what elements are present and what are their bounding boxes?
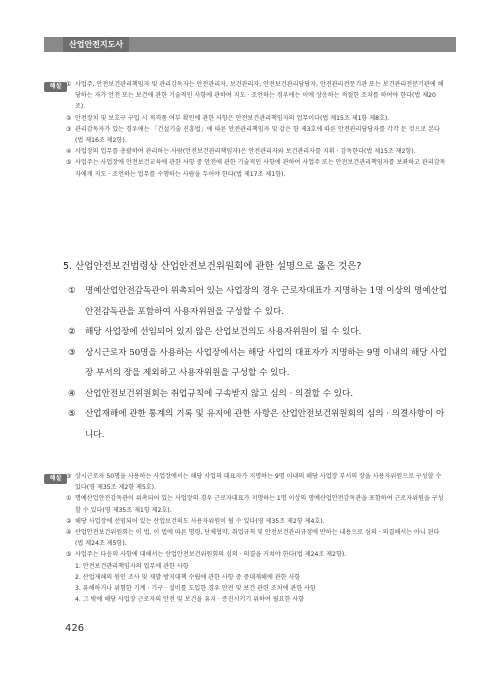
explanation-block-1 <box>66 79 446 180</box>
explanation-subitem: 3. 유해하거나 위험한 기계 · 기구 · 설비를 도입한 경우 안전 및 보건 관련 조치에 관한 사항 <box>75 585 316 593</box>
page-number: 426 <box>65 623 85 634</box>
explanation-badge: 해설 <box>44 474 67 484</box>
explanation-item: ⑤ 사업주는 다음의 사항에 대해서는 산업안전보건위원회의 심의 · 의결을 거쳐야 한다(법 제24조 제2항). <box>66 551 347 559</box>
question-title: 5. 산업안전보건법령상 산업안전보건위원회에 관한 설명으로 옳은 것은? <box>63 261 362 272</box>
explanation-item: ④ 산업안전보건위원회는 이 법, 이 법에 따른 명령, 단체협약, 취업규칙 및 안전보건관리규정에 반하는 내용으로 심의 · 의결해서는 아니 된다(법 제24조 제5항). <box>66 529 440 548</box>
explanation-subitem: 2. 산업재해의 원인 조사 및 재발 방지대책 수립에 관한 사항 중 중대재해에 관한 사항 <box>75 573 301 581</box>
explanation-item: ① 명예산업안전감독관이 위촉되어 있는 사업장의 경우 근로자대표가 지명하는 1명 이상의 명예산업안전감독관을 포함하여 근로자위원을 구성할 수 있다(영 제35조 제1항 제2호). <box>66 495 444 514</box>
explanation-item: ① 사업주, 안전보건관리책임자 및 관리감독자는 안전관리자, 보건관리자, 안전보건관리담당자, 안전관리전문기관 또는 보건관리전문기관에 해당하는 자가 안전 또는 보건에 관한 기술적인 사항에 관하여 지도 · 조언하는 경우에는 이에 상응하는 적절한 조치를 하여야 한다(법 제20조). <box>66 81 444 111</box>
explanation-item: ③ 관리감독자가 있는 경우에는 「건설기술 진흥법」에 따른 안전관리책임자 및 같은 항 제3호에 따른 안전관리담당자를 각각 둔 것으로 본다(법 제16조 제2항). <box>66 125 440 145</box>
explanation-subitem: 1. 안전보건관리책임자의 업무에 관한 사항 <box>75 562 189 570</box>
answer-choice[interactable]: ③ 상시근로자 50명을 사용하는 사업장에서는 해당 사업의 대표자가 지명하는 9명 이내의 해당 사업장 부서의 장을 제외하고 사용자위원을 구성할 수 있다. <box>68 347 447 378</box>
explanation-badge: 해설 <box>44 82 67 92</box>
answer-choice[interactable]: ④ 산업안전보건위원회는 취업규칙에 구속받지 않고 심의 · 의결할 수 있다. <box>68 388 354 399</box>
explanation-item: ③ 상시근로자 50명을 사용하는 사업장에서는 해당 사업의 대표자가 지명하는 9명 이내의 해당 사업장 부서의 장을 사용자위원으로 구성할 수 있다(영 제35조 제2항 제5호). <box>66 473 442 492</box>
explanation-item: ② 안전장치 및 보호구 구입 시 적격품 여부 확인에 관한 사항은 안전보건관리책임자의 업무이다(법 제15조 제1항 제8호). <box>66 114 390 122</box>
explanation-subitem: 4. 그 밖에 해당 사업장 근로자의 안전 및 보건을 유지 · 증진시키기 위하여 필요한 사항 <box>75 596 305 604</box>
answer-choice[interactable]: ⑤ 산업재해에 관한 통계의 기록 및 유지에 관한 사항은 산업안전보건위원회의 심의 · 의결사항이 아니다. <box>68 409 445 440</box>
explanation-item: ② 해당 사업장에 선임되어 있는 산업보건의도 사용자위원이 될 수 있다(영 제35조 제2항 제4호). <box>66 517 325 525</box>
explanation-item: ④ 사업장의 업무를 총괄하여 관리하는 사람(안전보건관리책임자)은 안전관리자와 보건관리자를 지휘 · 감독한다(법 제15조 제2항). <box>66 148 416 156</box>
explanation-item: ⑤ 사업주는 사업장에 안전보건교육에 관한 사항 중 안전에 관한 기술적인 사항에 관하여 사업주 또는 안전보건관리책임자를 보좌하고 관리감독자에게 지도 · 조언하는 업무를 수행하는 사람을 두어야 한다(법 제17조 제1항). <box>66 159 446 178</box>
answer-choice[interactable]: ② 해당 사업장에 선임되어 있지 않은 산업보건의도 사용자위원이 될 수 있다. <box>68 327 362 337</box>
answer-choice[interactable]: ① 명예산업안전감독관이 위촉되어 있는 사업장의 경우 근로자대표가 지명하는 1명 이상의 명예산업안전감독관을 포함하여 사용자위원을 구성할 수 있다. <box>68 286 448 317</box>
book-title: 산업안전지도사 <box>63 37 129 52</box>
answer-choices <box>68 281 448 445</box>
explanation-block-2 <box>66 471 446 605</box>
